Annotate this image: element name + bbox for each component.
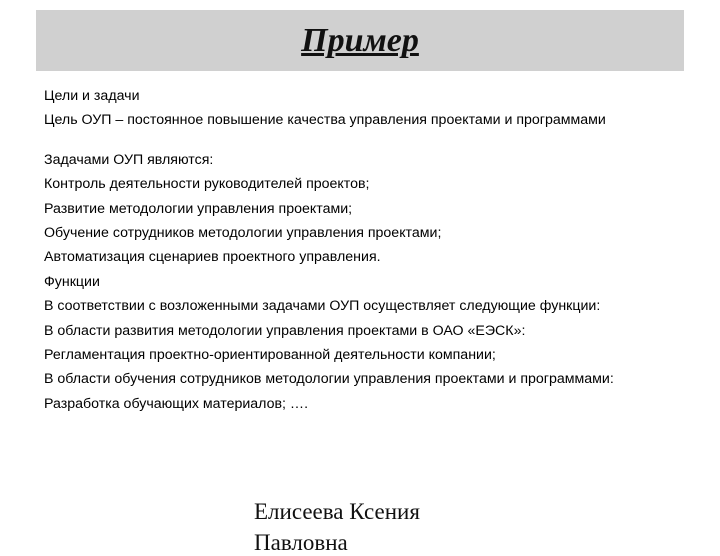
paragraph-gap — [44, 137, 694, 152]
text-line-goal: Цель ОУП – постоянное повышение качества управления проектами и программами — [44, 112, 606, 129]
text-line-task-3: Обучение сотрудников методологии управления проектами; — [44, 224, 442, 241]
text-line-goals-heading: Цели и задачи — [44, 88, 140, 104]
title-band — [36, 10, 684, 71]
text-line-tasks-heading: Задачами ОУП являются: — [44, 151, 214, 168]
text-line-training-area: В области обучения сотрудников методологии управления проектами и программами: — [44, 371, 614, 388]
content-text — [44, 88, 694, 420]
text-line-task-4: Автоматизация сценариев проектного управления. — [44, 249, 381, 266]
author-name — [254, 499, 420, 555]
text-line-methodology-area: В области развития методологии управления проектами в ОАО «ЕЭСК»: — [44, 322, 526, 339]
text-line-regulation: Регламентация проектно-ориентированной деятельности компании; — [44, 346, 496, 363]
text-line-task-2: Развитие методологии управления проектами; — [44, 200, 353, 217]
page-title: Пример — [301, 22, 419, 59]
text-line-functions-heading: Функции — [44, 273, 100, 290]
text-line-materials: Разработка обучающих материалов; …. — [44, 395, 309, 412]
author-name-line-1: Елисеева Ксения — [254, 499, 420, 524]
author-name-line-2: Павловна — [254, 530, 348, 555]
text-line-task-1: Контроль деятельности руководителей проектов; — [44, 176, 370, 193]
text-line-functions-intro: В соответствии с возложенными задачами ОУП осуществляет следующие функции: — [44, 298, 601, 315]
